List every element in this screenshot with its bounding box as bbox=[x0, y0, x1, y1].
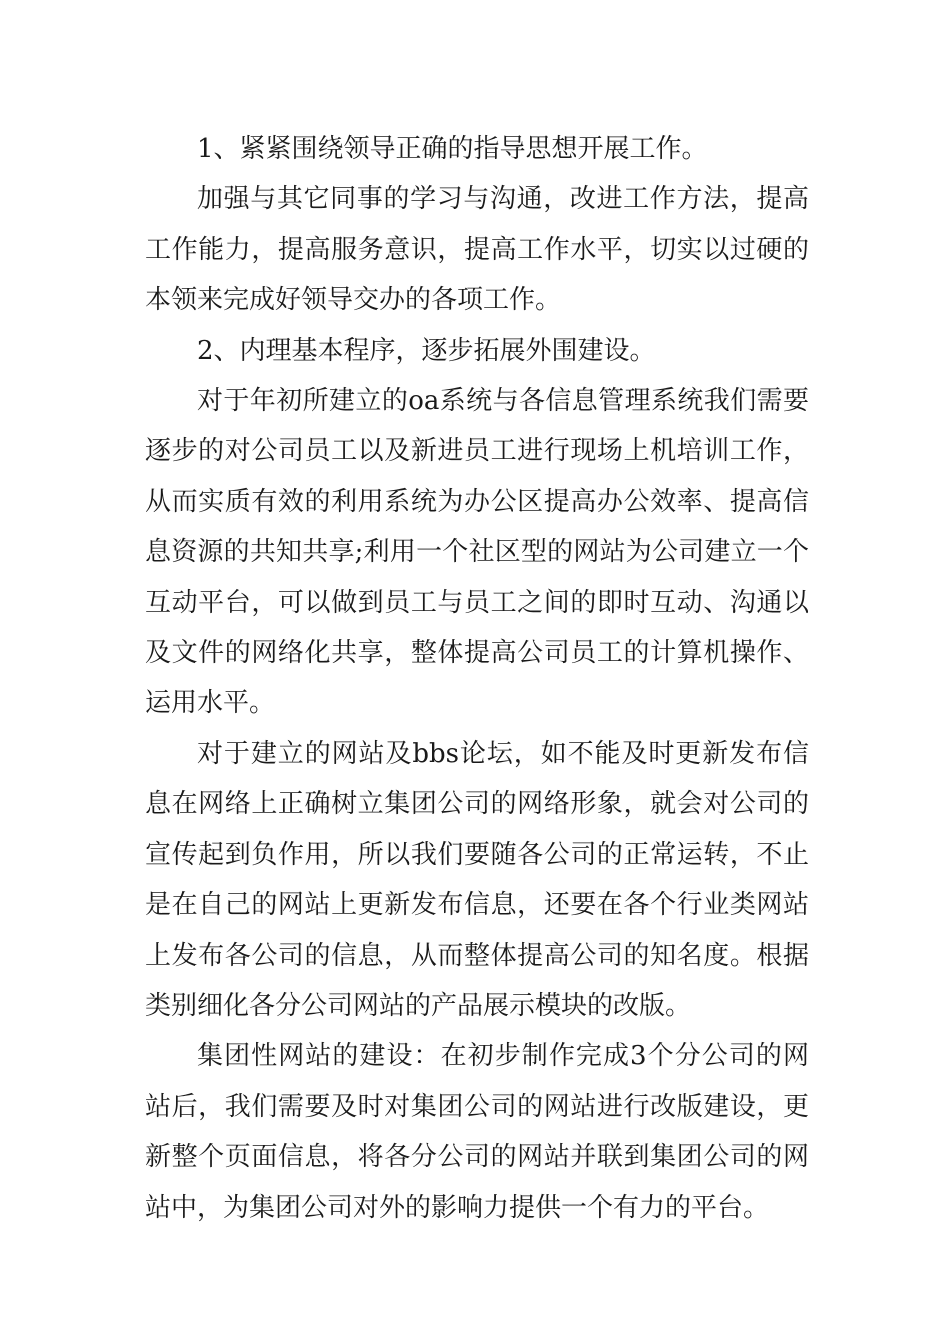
document-body bbox=[145, 124, 809, 1233]
paragraph-4: 对于年初所建立的oa系统与各信息管理系统我们需要逐步的对公司员工以及新进员工进行现场上机培训工作，从而实质有效的利用系统为办公区提高办公效率、提高信息资源的共知共享;利用一个社区型的网站为公司建立一个互动平台，可以做到员工与员工之间的即时互动、沟通以及文件的网络化共享，整体提高公司员工的计算机操作、运用水平。 bbox=[145, 386, 809, 719]
paragraph-5: 对于建立的网站及bbs论坛，如不能及时更新发布信息在网络上正确树立集团公司的网络形象，就会对公司的宣传起到负作用，所以我们要随各公司的正常运转，不止是在自己的网站上更新发布信息，还要在各个行业类网站上发布各公司的信息，从而整体提高公司的知名度。根据类别细化各分公司网站的产品展示模块的改版。 bbox=[145, 738, 809, 1021]
paragraph-3: 2、内理基本程序，逐步拓展外围建设。 bbox=[197, 335, 656, 366]
paragraph-6: 集团性网站的建设：在初步制作完成3个分公司的网站后，我们需要及时对集团公司的网站进行改版建设，更新整个页面信息，将各分公司的网站并联到集团公司的网站中，为集团公司对外的影响力提供一个有力的平台。 bbox=[145, 1041, 809, 1223]
paragraph-2: 加强与其它同事的学习与沟通，改进工作方法，提高工作能力，提高服务意识，提高工作水平，切实以过硬的本领来完成好领导交办的各项工作。 bbox=[145, 184, 809, 316]
paragraph-1: 1、紧紧围绕领导正确的指导思想开展工作。 bbox=[197, 134, 708, 164]
